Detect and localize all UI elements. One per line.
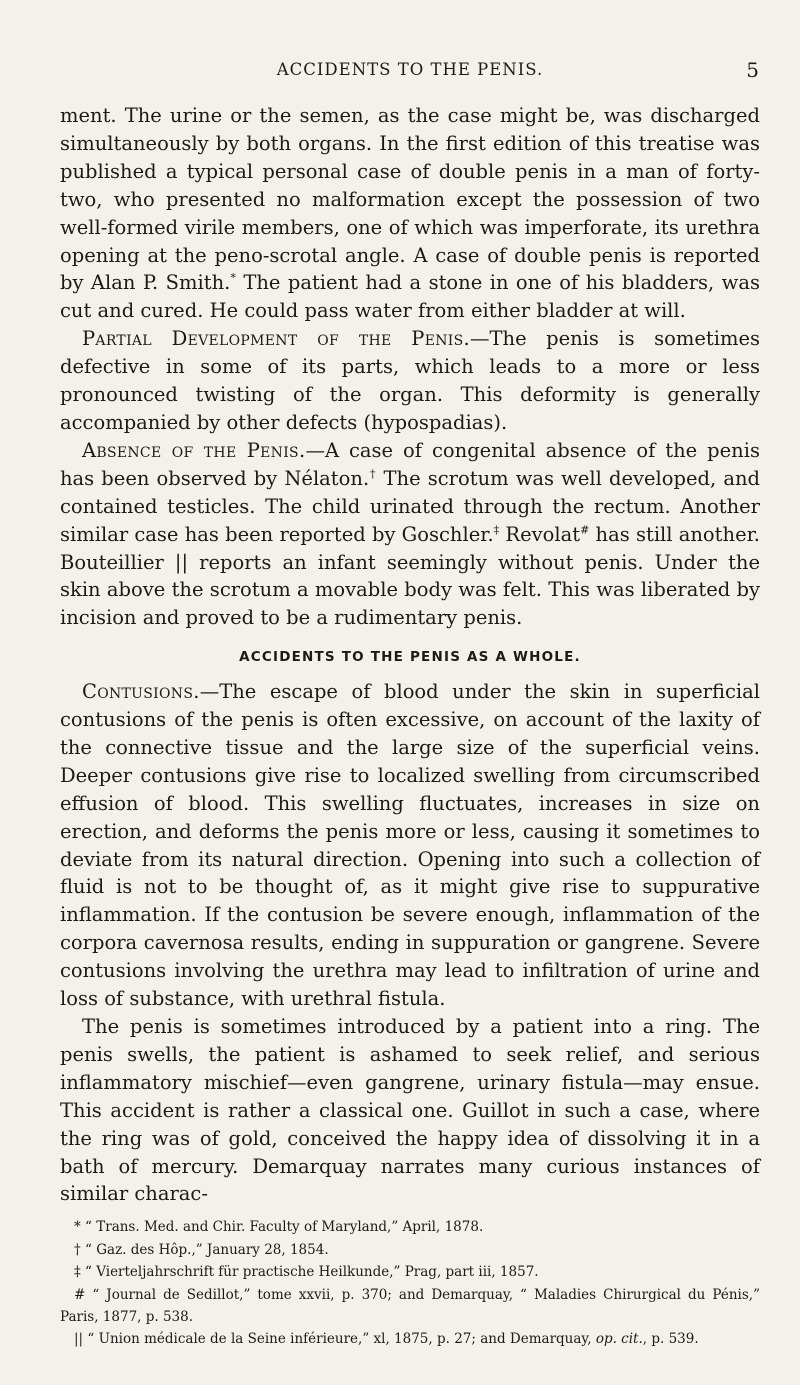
footnote-ref: *	[230, 271, 236, 285]
footnote-ref: #	[580, 523, 590, 537]
footnote: ‡ “ Vierteljahrschrift für practische Heilkunde,” Prag, part iii, 1857.	[74, 1264, 539, 1281]
book-page	[60, 60, 760, 1351]
body-text	[60, 102, 760, 1208]
footnote: * “ Trans. Med. and Chir. Faculty of Maryland,” April, 1878.	[74, 1219, 484, 1236]
running-head-title: ACCIDENTS TO THE PENIS.	[276, 60, 544, 79]
paragraph: Contusions.—The escape of blood under the skin in superficial contusions of the penis is often excessive, on account of the laxity of the connective tissue and the large size of the superficial veins. Deeper contusions give rise to localized swelling from circumscribed effusion of blood. This swelling fluctuates, increases in size on erection, and deforms the penis more or less, causing it sometimes to deviate from its natural direction. Opening into such a collection of fluid is not to be thought of, as it might give rise to suppurative inflammation. If the contusion be severe enough, inflammation of the corpora cavernosa results, ending in suppuration or gangrene. Severe contusions involving the urethra may lead to infiltration of urine and loss of substance, with urethral fistula.	[60, 680, 760, 1011]
run-in-heading: Partial Development of the Penis.	[82, 327, 470, 351]
run-in-heading: Contusions.	[82, 680, 200, 704]
footnote-ref: ||	[174, 550, 189, 574]
footnotes	[60, 1216, 760, 1350]
paragraph: ment. The urine or the semen, as the case might be, was discharged simultaneously by both organs. In the first edition of this treatise was published a typical personal case of double penis in a man of forty-two, who presented no malformation except the possession of two well-formed virile members, one of which was imperforate, its urethra opening at the peno-scrotal angle. A case of double penis is reported by Alan P. Smith.* The patient had a stone in one of his bladders, was cut and cured. He could pass water from either bladder at will.	[60, 104, 760, 323]
footnote: || “ Union médicale de la Seine inférieure,” xl, 1875, p. 27; and Demarquay, op. cit., p. 539.	[74, 1331, 699, 1348]
paragraph: The penis is sometimes introduced by a patient into a ring. The penis swells, the patient is ashamed to seek relief, and serious inflammatory mischief—even gangrene, urinary fistula—may ensue. This accident is rather a classical one. Guillot in such a case, where the ring was of gold, conceived the happy idea of dissolving it in a bath of mercury. Demarquay narrates many curious instances of similar charac-	[60, 1015, 760, 1206]
running-head	[60, 60, 760, 86]
footnote: # “ Journal de Sedillot,” tome xxvii, p. 370; and Demarquay, “ Maladies Chirurgical du Pénis,” Paris, 1877, p. 538.	[60, 1286, 760, 1325]
section-heading: ACCIDENTS TO THE PENIS AS A WHOLE.	[239, 649, 581, 666]
paragraph: Partial Development of the Penis.—The penis is sometimes defective in some of its parts, which leads to a more or less pronounced twisting of the organ. This deformity is generally accompanied by other defects (hypospadias).	[60, 327, 760, 434]
footnote-ref: †	[369, 467, 377, 481]
paragraph: Absence of the Penis.—A case of congenital absence of the penis has been observed by Nélaton.† The scrotum was well developed, and contained testicles. The child urinated through the rectum. Another similar case has been reported by Goschler.‡ Revolat# has still another. Bouteillier || reports an infant seemingly without penis. Under the skin above the scrotum a movable body was felt. This was liberated by incision and proved to be a rudimentary penis.	[60, 438, 761, 630]
footnote-ref: ‡	[493, 523, 500, 537]
footnote: † “ Gaz. des Hôp.,” January 28, 1854.	[74, 1241, 329, 1258]
run-in-heading: Absence of the Penis.	[82, 438, 306, 462]
page-number: 5	[746, 58, 760, 82]
